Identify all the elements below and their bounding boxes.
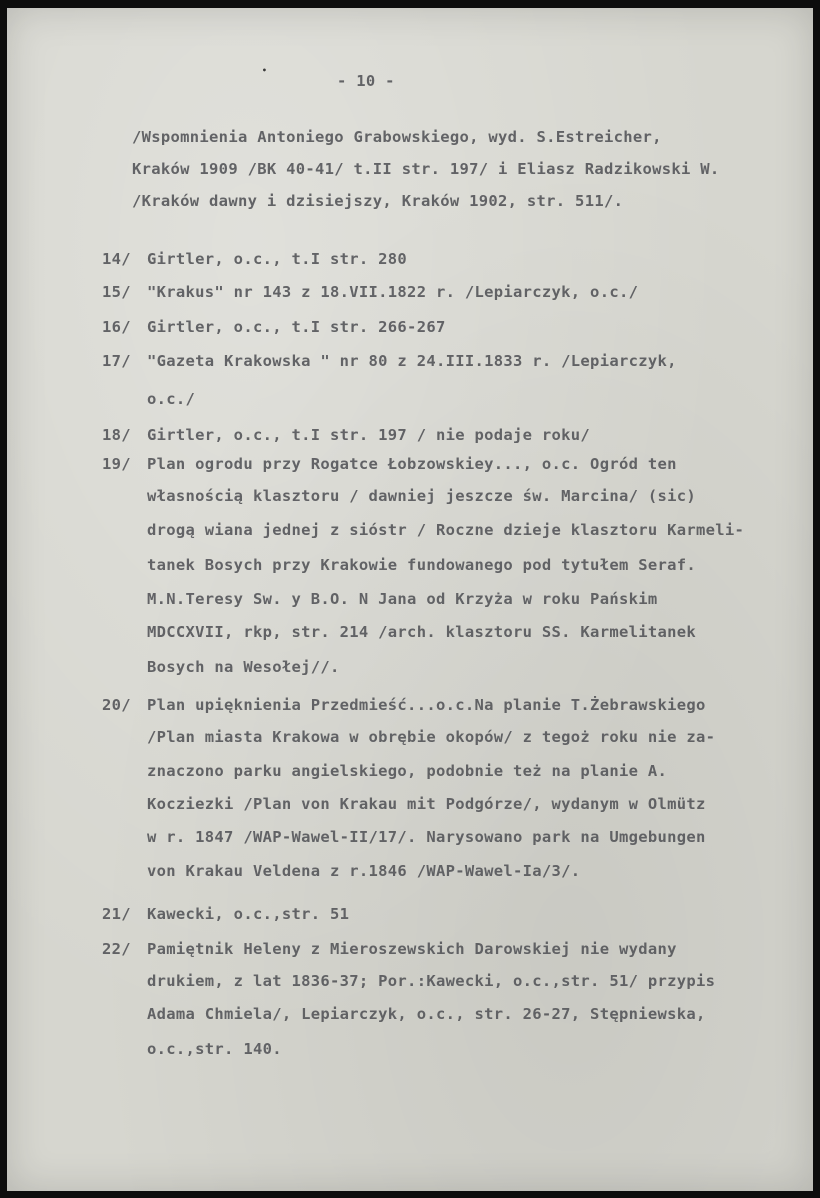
footnote-line: Plan upięknienia Przedmieść...o.c.Na planie T.Żebrawskiego (147, 696, 706, 714)
footnote-line: Girtler, o.c., t.I str. 197 / nie podaje roku/ (147, 426, 591, 444)
footnote-line: M.N.Teresy Sw. y B.O. N Jana od Krzyża w roku Pańskim (147, 590, 658, 608)
footnote-line: "Gazeta Krakowska " nr 80 z 24.III.1833 r. /Lepiarczyk, (147, 352, 677, 370)
intro-line: /Kraków dawny i dzisiejszy, Kraków 1902, str. 511/. (132, 192, 624, 210)
footnote-number: 16/ (102, 318, 131, 336)
footnote-line: Plan ogrodu przy Rogatce Łobzowskiey..., o.c. Ogród ten (147, 455, 677, 473)
footnote-number: 21/ (102, 905, 131, 923)
document-page (7, 8, 813, 1191)
footnote-line: tanek Bosych przy Krakowie fundowanego pod tytułem Seraf. (147, 556, 697, 574)
footnote-line: o.c.,str. 140. (147, 1040, 282, 1058)
footnote-line: Girtler, o.c., t.I str. 280 (147, 250, 408, 268)
footnote-number: 20/ (102, 696, 131, 714)
footnote-line: Kocziezki /Plan von Krakau mit Podgórze/, wydanym w Olmütz (147, 795, 706, 813)
footnote-line: znaczono parku angielskiego, podobnie też na planie A. (147, 762, 668, 780)
page-number: - 10 - (337, 72, 395, 90)
footnote-line: Bosych na Wesołej//. (147, 658, 340, 676)
footnote-number: 22/ (102, 940, 131, 958)
footnote-line: drukiem, z lat 1836-37; Por.:Kawecki, o.c.,str. 51/ przypis (147, 972, 716, 990)
footnote-line: Kawecki, o.c.,str. 51 (147, 905, 350, 923)
footnote-line: von Krakau Veldena z r.1846 /WAP-Wawel-Ia/3/. (147, 862, 581, 880)
footnote-number: 19/ (102, 455, 131, 473)
intro-line: Kraków 1909 /BK 40-41/ t.II str. 197/ i Eliasz Radzikowski W. (132, 160, 720, 178)
footnote-line: /Plan miasta Krakowa w obrębie okopów/ z tegoż roku nie za- (147, 728, 716, 746)
ink-speck: • (262, 66, 267, 75)
intro-line: /Wspomnienia Antoniego Grabowskiego, wyd. S.Estreicher, (132, 128, 662, 146)
footnote-number: 18/ (102, 426, 131, 444)
footnote-number: 17/ (102, 352, 131, 370)
footnote-line: Adama Chmiela/, Lepiarczyk, o.c., str. 26-27, Stępniewska, (147, 1005, 706, 1023)
footnote-line: "Krakus" nr 143 z 18.VII.1822 r. /Lepiarczyk, o.c./ (147, 283, 639, 301)
footnote-line: drogą wiana jednej z sióstr / Roczne dzieje klasztoru Karmeli- (147, 521, 745, 539)
footnote-line: własnością klasztoru / dawniej jeszcze św. Marcina/ (sic) (147, 487, 697, 505)
footnote-line: Pamiętnik Heleny z Mieroszewskich Darowskiej nie wydany (147, 940, 677, 958)
footnote-line: Girtler, o.c., t.I str. 266-267 (147, 318, 446, 336)
footnote-number: 15/ (102, 283, 131, 301)
footnote-line: o.c./ (147, 390, 196, 408)
footnote-line: w r. 1847 /WAP-Wawel-II/17/. Narysowano park na Umgebungen (147, 828, 706, 846)
footnote-line: MDCCXVII, rkp, str. 214 /arch. klasztoru SS. Karmelitanek (147, 623, 697, 641)
footnote-number: 14/ (102, 250, 131, 268)
